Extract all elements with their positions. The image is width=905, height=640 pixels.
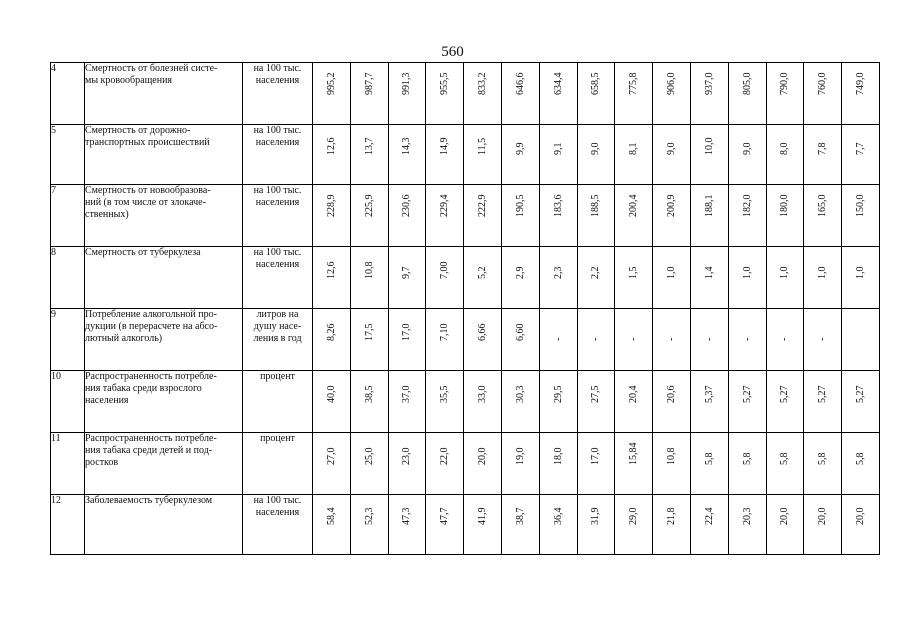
value-text: 37,0 <box>401 385 413 403</box>
value-text: - <box>703 337 715 341</box>
value-cell <box>577 495 615 555</box>
unit-cell: на 100 тыс. населения <box>243 63 313 125</box>
value-text: 228,9 <box>325 194 337 217</box>
value-text: 8,26 <box>325 323 337 341</box>
value-text: 2,2 <box>590 266 602 279</box>
value-text: 1,0 <box>779 266 791 279</box>
value-cell <box>313 185 351 247</box>
value-text: 165,0 <box>817 194 829 217</box>
value-cell <box>350 433 388 495</box>
value-cell <box>313 309 351 371</box>
value-cell <box>539 247 577 309</box>
value-cell <box>577 433 615 495</box>
value-text: 995,2 <box>325 72 337 95</box>
value-cell <box>501 309 539 371</box>
value-text: 47,7 <box>439 507 451 525</box>
value-cell <box>653 309 691 371</box>
table-row <box>51 247 880 309</box>
value-text: 40,0 <box>325 385 337 403</box>
indicator-name: Смертность от дорожно- транспортных происшествий <box>85 125 243 185</box>
value-cell <box>804 371 842 433</box>
value-cell <box>577 309 615 371</box>
value-text: 10,8 <box>666 447 678 465</box>
value-text: 1,0 <box>741 266 753 279</box>
value-text: - <box>741 337 753 341</box>
value-cell <box>313 371 351 433</box>
row-number: 5 <box>51 125 85 185</box>
value-text: 1,5 <box>628 266 640 279</box>
value-cell <box>766 371 804 433</box>
value-cell <box>464 495 502 555</box>
value-text: 188,1 <box>703 194 715 217</box>
value-text: 2,3 <box>552 266 564 279</box>
value-text: 775,8 <box>628 72 640 95</box>
value-cell <box>388 63 426 125</box>
value-text: 36,4 <box>552 507 564 525</box>
value-text: 58,4 <box>325 507 337 525</box>
value-text: 23,0 <box>401 447 413 465</box>
row-number: 8 <box>51 247 85 309</box>
value-text: 2,9 <box>514 266 526 279</box>
table-row <box>51 433 880 495</box>
value-cell <box>842 185 880 247</box>
value-cell <box>804 247 842 309</box>
value-cell <box>690 433 728 495</box>
value-cell <box>426 495 464 555</box>
value-cell <box>842 495 880 555</box>
value-text: 33,0 <box>477 385 489 403</box>
value-text: 805,0 <box>741 72 753 95</box>
value-text: 937,0 <box>703 72 715 95</box>
value-text: - <box>590 337 602 341</box>
value-cell <box>388 371 426 433</box>
value-text: - <box>628 337 640 341</box>
value-cell <box>766 63 804 125</box>
page-number: 560 <box>441 44 464 60</box>
unit-cell: процент <box>243 433 313 495</box>
value-cell <box>728 433 766 495</box>
indicator-name: Потребление алкогольной про- дукции (в перерасчете на абсо- лютный алкоголь) <box>85 309 243 371</box>
value-text: 8,0 <box>779 142 791 155</box>
row-number: 9 <box>51 309 85 371</box>
indicator-name: Распространенность потребле- ния табака среди взрослого населения <box>85 371 243 433</box>
value-text: 27,0 <box>325 447 337 465</box>
value-text: 10,0 <box>703 137 715 155</box>
value-text: 749,0 <box>855 72 867 95</box>
value-cell <box>842 63 880 125</box>
value-cell <box>842 309 880 371</box>
value-text: 5,37 <box>703 385 715 403</box>
value-cell <box>464 433 502 495</box>
value-text: 200,9 <box>666 194 678 217</box>
value-cell <box>577 125 615 185</box>
value-cell <box>728 309 766 371</box>
value-cell <box>388 125 426 185</box>
value-text: 5,2 <box>477 266 489 279</box>
value-cell <box>615 371 653 433</box>
value-cell <box>766 247 804 309</box>
value-text: 52,3 <box>363 507 375 525</box>
value-cell <box>690 247 728 309</box>
value-cell <box>539 433 577 495</box>
value-text: 20,0 <box>817 507 829 525</box>
value-text: 955,5 <box>439 72 451 95</box>
value-cell <box>464 247 502 309</box>
value-cell <box>464 371 502 433</box>
value-cell <box>501 495 539 555</box>
unit-cell: на 100 тыс. населения <box>243 125 313 185</box>
value-cell <box>577 63 615 125</box>
row-number: 4 <box>51 63 85 125</box>
value-text: 222,9 <box>477 194 489 217</box>
value-cell <box>464 125 502 185</box>
table-row <box>51 63 880 125</box>
value-cell <box>501 247 539 309</box>
value-cell <box>313 247 351 309</box>
value-text: 35,5 <box>439 385 451 403</box>
value-text: 5,8 <box>741 452 753 465</box>
value-cell <box>766 309 804 371</box>
value-text: 13,7 <box>363 137 375 155</box>
value-cell <box>615 185 653 247</box>
value-cell <box>615 495 653 555</box>
value-cell <box>313 495 351 555</box>
value-cell <box>388 185 426 247</box>
value-cell <box>350 371 388 433</box>
value-cell <box>653 63 691 125</box>
value-text: 10,8 <box>363 261 375 279</box>
value-cell <box>728 63 766 125</box>
value-cell <box>653 433 691 495</box>
value-cell <box>615 309 653 371</box>
value-text: 5,27 <box>741 385 753 403</box>
value-text: 20,4 <box>628 385 640 403</box>
value-cell <box>313 433 351 495</box>
table-row <box>51 495 880 555</box>
value-text: 22,4 <box>703 507 715 525</box>
value-text: 182,0 <box>741 194 753 217</box>
value-text: 15,84 <box>628 442 640 465</box>
value-cell <box>539 495 577 555</box>
value-cell <box>615 433 653 495</box>
value-cell <box>653 247 691 309</box>
value-text: 5,8 <box>817 452 829 465</box>
value-text: 5,27 <box>779 385 791 403</box>
value-cell <box>501 371 539 433</box>
value-cell <box>539 63 577 125</box>
value-text: 9,7 <box>401 266 413 279</box>
value-cell <box>728 185 766 247</box>
value-text: 9,0 <box>741 142 753 155</box>
value-cell <box>804 125 842 185</box>
value-text: 31,9 <box>590 507 602 525</box>
value-text: 30,3 <box>514 385 526 403</box>
value-cell <box>501 63 539 125</box>
value-cell <box>350 309 388 371</box>
value-text: 991,3 <box>401 72 413 95</box>
value-text: 29,0 <box>628 507 640 525</box>
value-cell <box>615 63 653 125</box>
value-text: 17,0 <box>590 447 602 465</box>
value-text: 1,0 <box>666 266 678 279</box>
indicator-name: Распространенность потребле- ния табака среди детей и под- ростков <box>85 433 243 495</box>
unit-cell: литров на душу насе- ления в год <box>243 309 313 371</box>
value-text: 38,5 <box>363 385 375 403</box>
table-row <box>51 371 880 433</box>
value-cell <box>350 495 388 555</box>
value-text: 7,8 <box>817 142 829 155</box>
value-cell <box>728 371 766 433</box>
unit-cell: на 100 тыс. населения <box>243 495 313 555</box>
value-text: 1,0 <box>817 266 829 279</box>
value-text: 5,27 <box>817 385 829 403</box>
value-cell <box>350 185 388 247</box>
value-cell <box>653 495 691 555</box>
value-cell <box>842 247 880 309</box>
value-cell <box>804 433 842 495</box>
row-number: 7 <box>51 185 85 247</box>
value-text: 987,7 <box>363 72 375 95</box>
value-text: 230,6 <box>401 194 413 217</box>
value-cell <box>350 63 388 125</box>
value-text: 225,9 <box>363 194 375 217</box>
value-cell <box>842 433 880 495</box>
unit-cell: на 100 тыс. населения <box>243 247 313 309</box>
value-text: 22,0 <box>439 447 451 465</box>
value-cell <box>653 125 691 185</box>
value-text: 6,66 <box>477 323 489 341</box>
value-cell <box>426 433 464 495</box>
value-text: 5,8 <box>703 452 715 465</box>
value-text: 5,8 <box>855 452 867 465</box>
row-number: 12 <box>51 495 85 555</box>
value-text: 38,7 <box>514 507 526 525</box>
indicators-table <box>50 62 880 555</box>
value-cell <box>766 185 804 247</box>
value-cell <box>426 63 464 125</box>
value-cell <box>653 185 691 247</box>
value-text: 183,6 <box>552 194 564 217</box>
value-cell <box>388 247 426 309</box>
value-cell <box>350 247 388 309</box>
table-row <box>51 309 880 371</box>
value-text: 47,3 <box>401 507 413 525</box>
value-cell <box>501 433 539 495</box>
value-cell <box>388 433 426 495</box>
indicator-name: Смертность от болезней систе- мы кровообращения <box>85 63 243 125</box>
value-text: 9,1 <box>552 142 564 155</box>
unit-cell: на 100 тыс. населения <box>243 185 313 247</box>
value-text: 11,5 <box>477 137 489 155</box>
value-cell <box>501 185 539 247</box>
value-text: 190,5 <box>514 194 526 217</box>
indicator-name: Смертность от туберкулеза <box>85 247 243 309</box>
value-text: 7,7 <box>855 142 867 155</box>
indicator-name: Заболеваемость туберкулезом <box>85 495 243 555</box>
value-text: 18,0 <box>552 447 564 465</box>
value-text: - <box>779 337 791 341</box>
value-text: 200,4 <box>628 194 640 217</box>
value-cell <box>690 125 728 185</box>
table-row <box>51 185 880 247</box>
value-cell <box>426 309 464 371</box>
value-text: 14,3 <box>401 137 413 155</box>
value-text: 25,0 <box>363 447 375 465</box>
value-cell <box>426 125 464 185</box>
unit-cell: процент <box>243 371 313 433</box>
value-cell <box>577 185 615 247</box>
value-text: 1,4 <box>703 266 715 279</box>
value-cell <box>539 185 577 247</box>
value-text: - <box>817 337 829 341</box>
value-text: 20,3 <box>741 507 753 525</box>
value-text: 21,8 <box>666 507 678 525</box>
value-text: 5,27 <box>855 385 867 403</box>
value-cell <box>388 309 426 371</box>
value-cell <box>313 63 351 125</box>
value-text: 180,0 <box>779 194 791 217</box>
value-cell <box>464 185 502 247</box>
value-cell <box>804 495 842 555</box>
value-cell <box>615 247 653 309</box>
value-text: 20,0 <box>855 507 867 525</box>
value-cell <box>766 495 804 555</box>
value-cell <box>728 247 766 309</box>
value-cell <box>501 125 539 185</box>
value-text: 188,5 <box>590 194 602 217</box>
value-text: 760,0 <box>817 72 829 95</box>
value-text: 19,0 <box>514 447 526 465</box>
value-text: 5,8 <box>779 452 791 465</box>
value-text: 29,5 <box>552 385 564 403</box>
value-cell <box>728 125 766 185</box>
value-cell <box>577 371 615 433</box>
value-text: 1,0 <box>855 266 867 279</box>
value-text: 9,0 <box>666 142 678 155</box>
value-text: 7,10 <box>439 323 451 341</box>
value-text: 27,5 <box>590 385 602 403</box>
value-text: 12,6 <box>325 261 337 279</box>
value-cell <box>804 309 842 371</box>
value-cell <box>690 495 728 555</box>
value-cell <box>350 125 388 185</box>
value-cell <box>577 247 615 309</box>
value-cell <box>388 495 426 555</box>
value-cell <box>539 125 577 185</box>
value-cell <box>426 371 464 433</box>
value-text: 41,9 <box>477 507 489 525</box>
value-text: 12,6 <box>325 137 337 155</box>
value-cell <box>766 433 804 495</box>
value-text: 906,0 <box>666 72 678 95</box>
value-text: - <box>666 337 678 341</box>
value-cell <box>690 309 728 371</box>
value-text: 646,6 <box>514 72 526 95</box>
value-text: 14,9 <box>439 137 451 155</box>
value-text: 20,0 <box>477 447 489 465</box>
value-text: 833,2 <box>477 72 489 95</box>
value-text: 7,00 <box>439 261 451 279</box>
value-cell <box>690 185 728 247</box>
value-text: 9,9 <box>514 142 526 155</box>
row-number: 11 <box>51 433 85 495</box>
value-cell <box>464 63 502 125</box>
value-text: 658,5 <box>590 72 602 95</box>
value-cell <box>804 185 842 247</box>
value-cell <box>539 371 577 433</box>
value-text: 6,60 <box>514 323 526 341</box>
value-text: 17,5 <box>363 323 375 341</box>
value-cell <box>539 309 577 371</box>
value-text: 229,4 <box>439 194 451 217</box>
value-text: 9,0 <box>590 142 602 155</box>
indicator-name: Смертность от новообразова- ний (в том числе от злокаче- ственных) <box>85 185 243 247</box>
value-text: 17,0 <box>401 323 413 341</box>
value-cell <box>842 371 880 433</box>
value-cell <box>842 125 880 185</box>
value-cell <box>690 371 728 433</box>
value-cell <box>766 125 804 185</box>
value-cell <box>728 495 766 555</box>
row-number: 10 <box>51 371 85 433</box>
value-text: 20,6 <box>666 385 678 403</box>
value-cell <box>804 63 842 125</box>
value-cell <box>426 247 464 309</box>
value-cell <box>313 125 351 185</box>
value-cell <box>690 63 728 125</box>
value-text: 790,0 <box>779 72 791 95</box>
value-text: 150,0 <box>855 194 867 217</box>
value-text: 8,1 <box>628 142 640 155</box>
value-text: 20,0 <box>779 507 791 525</box>
value-cell <box>426 185 464 247</box>
value-text: 634,4 <box>552 72 564 95</box>
value-cell <box>653 371 691 433</box>
value-text: - <box>552 337 564 341</box>
value-cell <box>464 309 502 371</box>
value-cell <box>615 125 653 185</box>
table-row <box>51 125 880 185</box>
